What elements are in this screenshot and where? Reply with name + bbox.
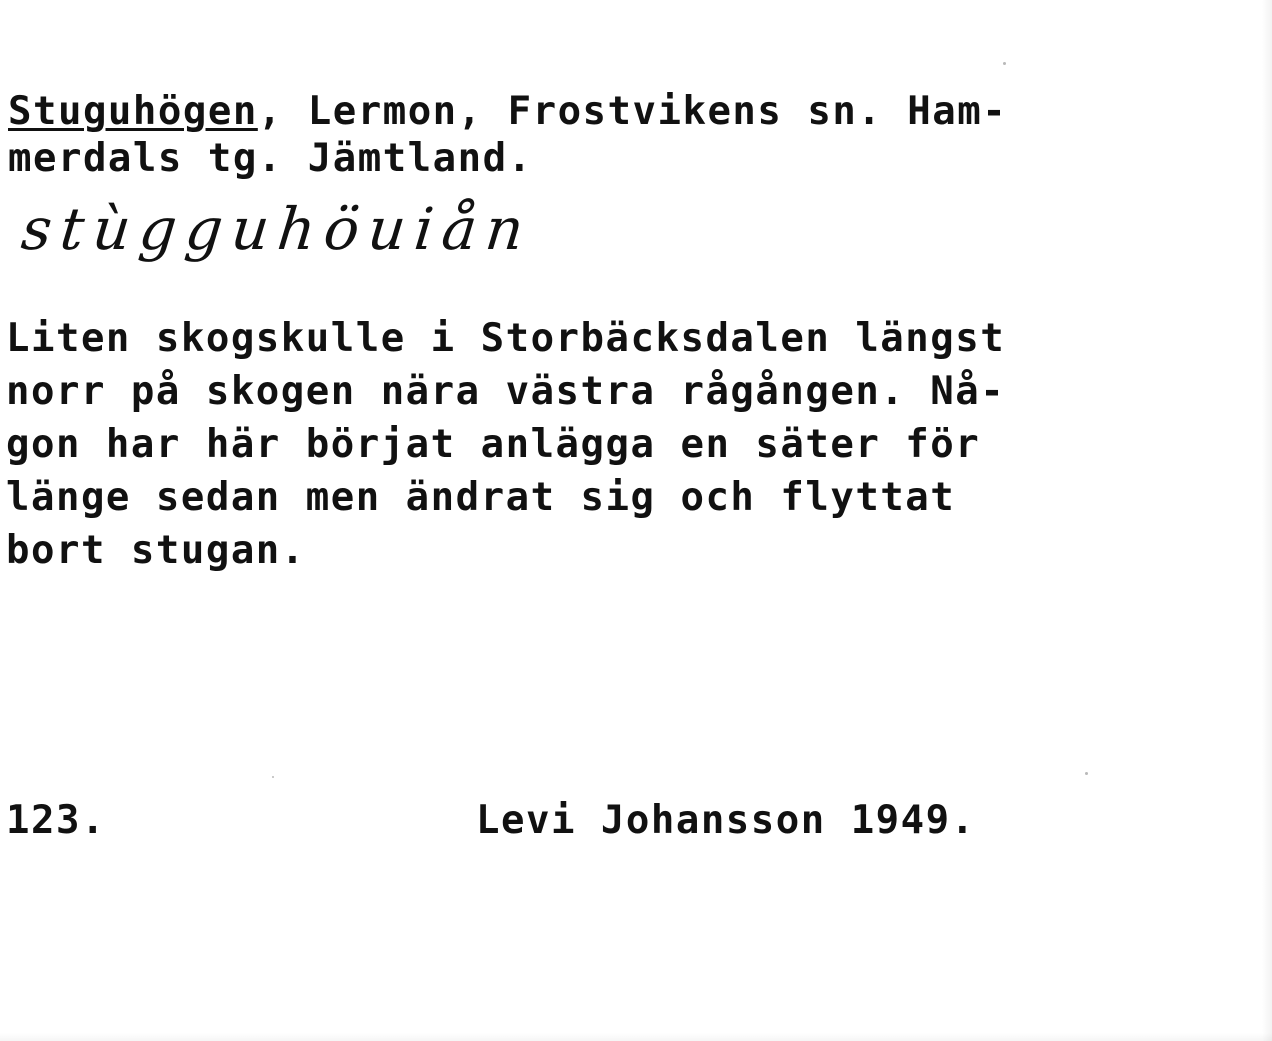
footer (6, 798, 1256, 854)
heading-block (8, 88, 1238, 182)
heading-line-1 (8, 88, 1238, 135)
heading-line-1-rest: , Lermon, Frostvikens sn. Ham- (257, 89, 1008, 134)
handwritten-pronunciation: stùgguhöuiån (18, 195, 536, 263)
description-line: bort stugan. (6, 528, 306, 573)
scan-speck (1003, 62, 1006, 65)
description-block (6, 312, 1256, 577)
description-line: norr på skogen nära västra rågången. Nå- (6, 369, 1006, 414)
place-name: Stuguhögen (8, 89, 258, 134)
scan-speck (272, 776, 274, 778)
scan-edge-bottom (0, 1033, 1272, 1041)
scan-speck (1085, 772, 1088, 775)
collector-credit: Levi Johansson 1949. (476, 798, 976, 843)
description-line: länge sedan men ändrat sig och flyttat (6, 475, 956, 520)
card-number: 123. (6, 798, 106, 843)
heading-line-2: merdals tg. Jämtland. (8, 136, 533, 181)
scan-edge-right (1262, 0, 1272, 1041)
description-line: Liten skogskulle i Storbäcksdalen längst (6, 316, 1006, 361)
description-line: gon har här börjat anlägga en säter för (6, 422, 981, 467)
